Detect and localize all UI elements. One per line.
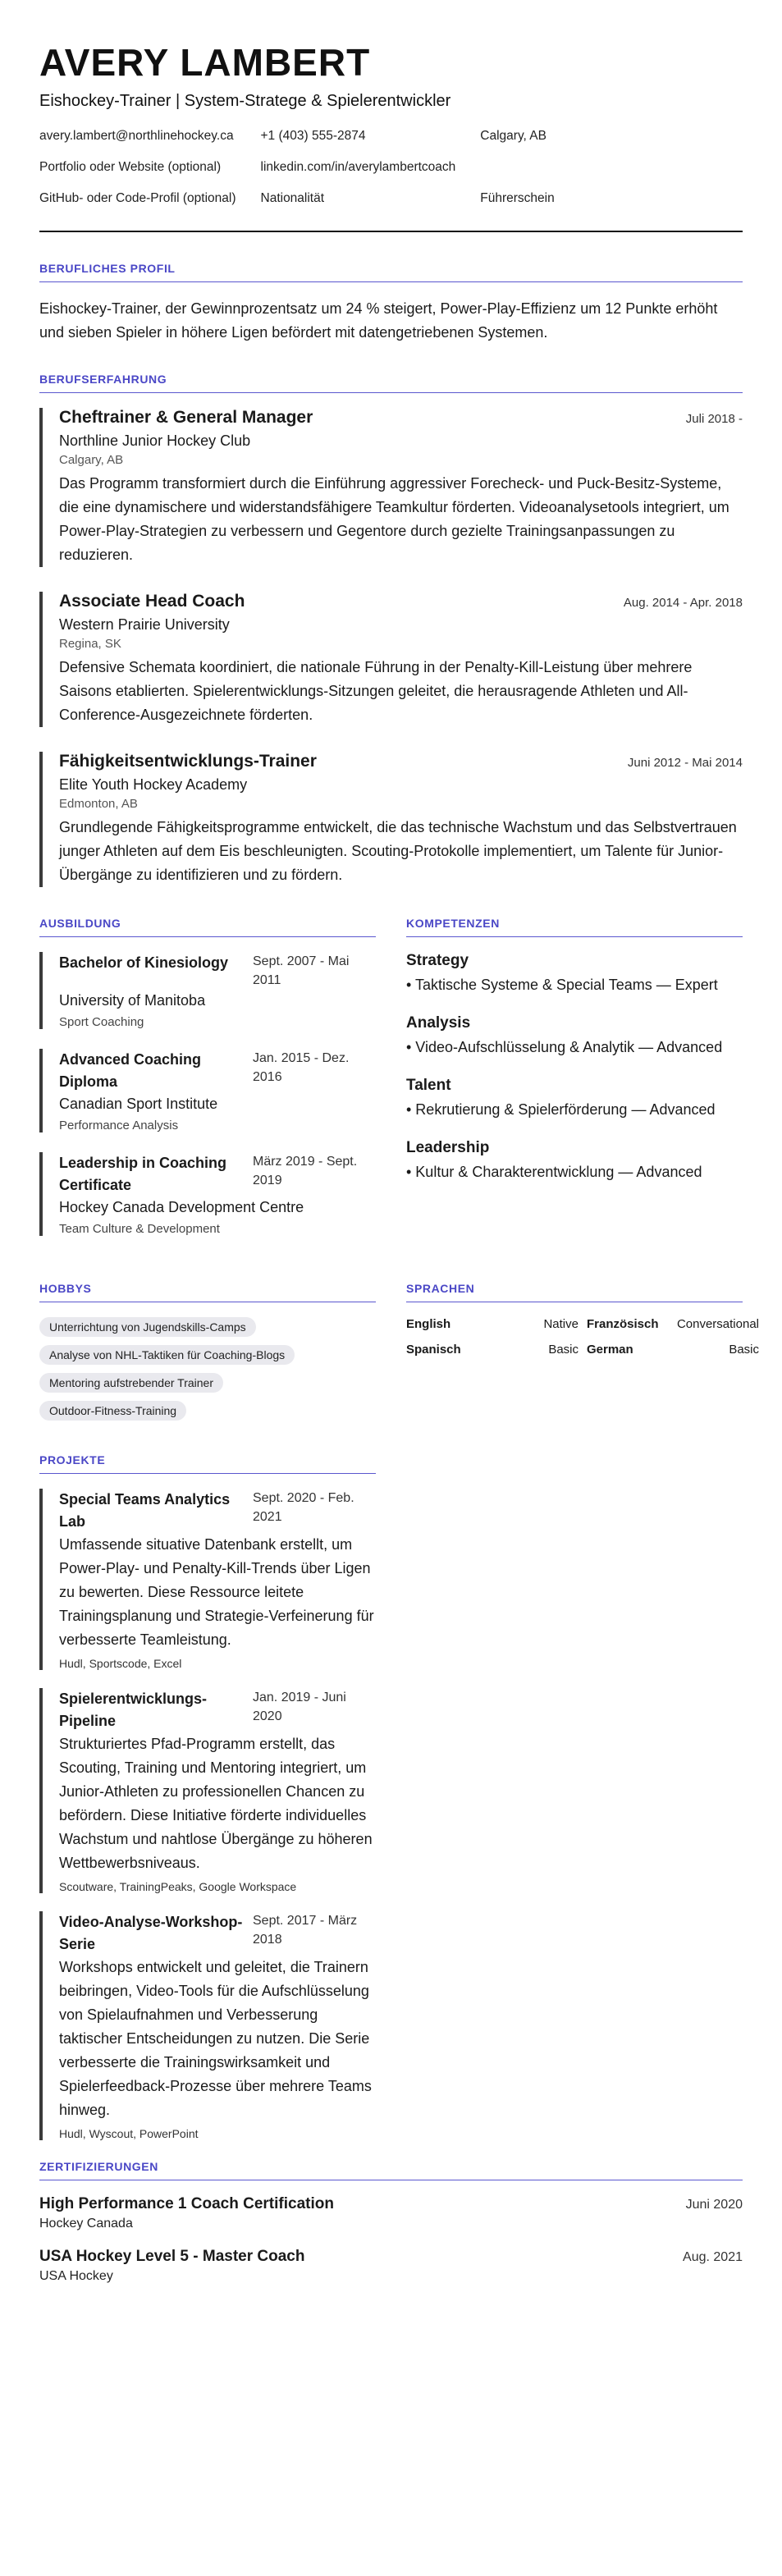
skill-item: • Video-Aufschlüsselung & Analytik — Advanced [406,1039,723,1055]
education-entry [39,952,376,1029]
section-divider [39,1473,376,1474]
education-skills-row [39,917,743,1256]
contact-location: Calgary, AB [480,129,546,143]
projects-section-title: PROJEKTE [39,1453,106,1466]
degree-title: Advanced Coaching Diploma [59,1051,202,1090]
language-name: Französisch [587,1317,659,1331]
project-entry [39,1911,376,2140]
certifications-section-title: ZERTIFIZIERUNGEN [39,2160,158,2173]
skills-section-title: KOMPETENZEN [406,917,500,930]
certification-entry [39,2195,743,2213]
degree-date: Sept. 2007 - Mai 2011 [253,954,350,987]
job-location: Regina, SK [59,637,121,651]
candidate-subtitle: Eishockey-Trainer | System-Stratege & Spielerentwickler [39,92,451,110]
job-description: Defensive Schemata koordiniert, die nationale Führung in der Penalty-Kill-Leistung über mehrere Saisons etablierten. Spielerentwicklungs-Sitzungen geleitet, die herausragende Athleten und All-Conference-Ausgezeichnete förderten. [59,659,693,723]
contact-license: Führerschein [480,191,555,205]
hobbies-section-title: HOBBYS [39,1282,92,1295]
job-date: Juli 2018 - [685,412,743,426]
education-entry [39,1049,376,1132]
degree-institution: University of Manitoba [59,992,206,1009]
degree-focus: Team Culture & Development [59,1222,220,1236]
contact-github[interactable]: GitHub- oder Code-Profil (optional) [39,191,236,205]
job-title: Associate Head Coach [59,592,245,611]
project-description: Workshops entwickelt und geleitet, die Trainern beibringen, Video-Tools für die Aufschlüsselung von Spielaufnahmen und Verbesserung taktischer Entscheidungen zu nutzen. Die Serie verbesserte die Trainingswirksamkeit und Spielerfeedback-Prozesse über mehrere Teams hinweg. [59,1959,372,2118]
project-entry [39,1688,376,1893]
degree-date: März 2019 - Sept. 2019 [253,1155,358,1187]
project-date: Jan. 2019 - Juni 2020 [253,1691,346,1723]
profile-section-title: BERUFLICHES PROFIL [39,262,176,275]
project-tools: Hudl, Sportscode, Excel [59,1657,182,1670]
header-divider [39,231,743,232]
certification-entry [39,2248,743,2266]
candidate-name: AVERY LAMBERT [39,41,371,84]
language-list [406,1317,759,1357]
project-tools: Scoutware, TrainingPeaks, Google Workspace [59,1880,297,1893]
project-title: Special Teams Analytics Lab [59,1491,231,1530]
language-name: German [587,1343,633,1357]
contact-portfolio[interactable]: Portfolio oder Website (optional) [39,160,222,174]
education-section-title: AUSBILDUNG [39,917,121,930]
contact-phone[interactable]: +1 (403) 555-2874 [260,129,366,143]
certifications-section [39,2160,743,2284]
job-entry [39,592,743,727]
language-level: Conversational [676,1317,759,1331]
degree-title: Bachelor of Kinesiology [59,954,229,971]
section-divider [39,392,743,393]
job-entry [39,752,743,887]
profile-summary: Eishockey-Trainer, der Gewinnprozentsatz um 24 % steigert, Power-Play-Effizienz um 12 Punkte erhöht und sieben Spieler in höhere Ligen befördert mit datengetriebenen Systemen. [39,300,718,341]
job-date: Juni 2012 - Mai 2014 [627,756,743,770]
languages-section-title: SPRACHEN [406,1282,475,1295]
certification-issuer: Hockey Canada [39,2217,133,2231]
education-column [39,917,376,1256]
job-description: Grundlegende Fähigkeitsprogramme entwickelt, die das technische Wachstum und das Selbstvertrauen junger Athleten auf dem Eis beschleunigten. Scouting-Protokolle implementiert, um Talente für Junior-Übergänge zu identifizieren und zu fördern. [59,819,737,883]
skills-column [406,917,743,1256]
hobby-list [39,1317,376,1429]
skill-category: Analysis [406,1014,471,1032]
skill-item: • Rekrutierung & Spielerförderung — Advanced [406,1101,716,1118]
skill-item: • Kultur & Charakterentwicklung — Advanced [406,1164,702,1180]
language-level: Basic [729,1343,759,1357]
job-date: Aug. 2014 - Apr. 2018 [623,596,743,610]
language-name: Spanisch [406,1343,461,1357]
job-entry [39,408,743,567]
projects-section [39,1453,376,2140]
job-organization: Western Prairie University [59,616,230,633]
language-level: Basic [548,1343,578,1357]
degree-institution: Canadian Sport Institute [59,1096,218,1112]
language-name: English [406,1317,451,1331]
contact-linkedin[interactable]: linkedin.com/in/averylambertcoach [260,160,456,174]
certification-date: Juni 2020 [685,2198,743,2212]
contact-empty [480,160,554,175]
project-date: Sept. 2020 - Feb. 2021 [253,1491,354,1524]
experience-section-title: BERUFSERFAHRUNG [39,373,167,386]
job-location: Calgary, AB [59,453,124,467]
education-entry [39,1152,376,1236]
hobbies-column [39,1282,376,1429]
certification-title: USA Hockey Level 5 - Master Coach [39,2248,305,2265]
degree-date: Jan. 2015 - Dez. 2016 [253,1051,350,1084]
hobby-chip: Unterrichtung von Jugendskills-Camps [39,1317,256,1337]
degree-focus: Performance Analysis [59,1119,179,1132]
language-level: Native [543,1317,578,1331]
certification-issuer: USA Hockey [39,2269,113,2283]
skill-item: • Taktische Systeme & Special Teams — Expert [406,977,718,993]
job-title: Cheftrainer & General Manager [59,408,313,427]
contact-email[interactable]: avery.lambert@northlinehockey.ca [39,129,234,143]
certification-date: Aug. 2021 [683,2250,743,2264]
contact-info [39,129,630,206]
degree-institution: Hockey Canada Development Centre [59,1199,304,1215]
hobby-chip: Mentoring aufstrebender Trainer [39,1373,223,1393]
project-date: Sept. 2017 - März 2018 [253,1914,358,1947]
project-title: Video-Analyse-Workshop-Serie [59,1914,243,1952]
section-divider [39,281,743,282]
project-tools: Hudl, Wyscout, PowerPoint [59,2127,199,2140]
skill-category: Talent [406,1077,451,1094]
contact-nationality: Nationalität [260,191,325,205]
project-description: Umfassende situative Datenbank erstellt, um Power-Play- und Penalty-Kill-Trends über Ligen zu bewerten. Diese Ressource leitete Trainingsplanung und Strategie-Verfeinerung für verbesserte Teamleistung. [59,1536,374,1648]
hobbies-languages-row [39,1282,759,1429]
project-title: Spielerentwicklungs-Pipeline [59,1691,208,1729]
degree-focus: Sport Coaching [59,1015,144,1029]
certification-title: High Performance 1 Coach Certification [39,2195,334,2212]
job-location: Edmonton, AB [59,797,138,811]
section-divider [406,936,743,937]
project-description: Strukturiertes Pfad-Programm erstellt, das Scouting, Training und Mentoring integriert, um Junior-Athleten zu professionellen Chancen zu befördern. Diese Initiative förderte individuelles Wachstum und nahtlose Übergänge zu höheren Wettbewerbsniveaus. [59,1736,373,1871]
job-organization: Elite Youth Hockey Academy [59,776,248,793]
languages-column [406,1282,759,1429]
job-description: Das Programm transformiert durch die Einführung aggressiver Forecheck- und Puck-Besitz-Systeme, die eine dynamischere und widerstandsfähigere Teamkultur förderten. Videoanalysetools integriert, um Power-Play-Strategien zu verbessern und Gegentore durch gezielte Trainingsanpassungen zu reduzieren. [59,475,729,563]
degree-title: Leadership in Coaching Certificate [59,1155,227,1193]
hobby-chip: Outdoor-Fitness-Training [39,1401,186,1421]
hobby-chip: Analyse von NHL-Taktiken für Coaching-Blogs [39,1345,295,1365]
job-organization: Northline Junior Hockey Club [59,432,251,449]
project-entry [39,1489,376,1670]
section-divider [39,936,376,937]
skill-category: Leadership [406,1139,490,1156]
job-title: Fähigkeitsentwicklungs-Trainer [59,752,317,771]
skill-category: Strategy [406,952,469,969]
